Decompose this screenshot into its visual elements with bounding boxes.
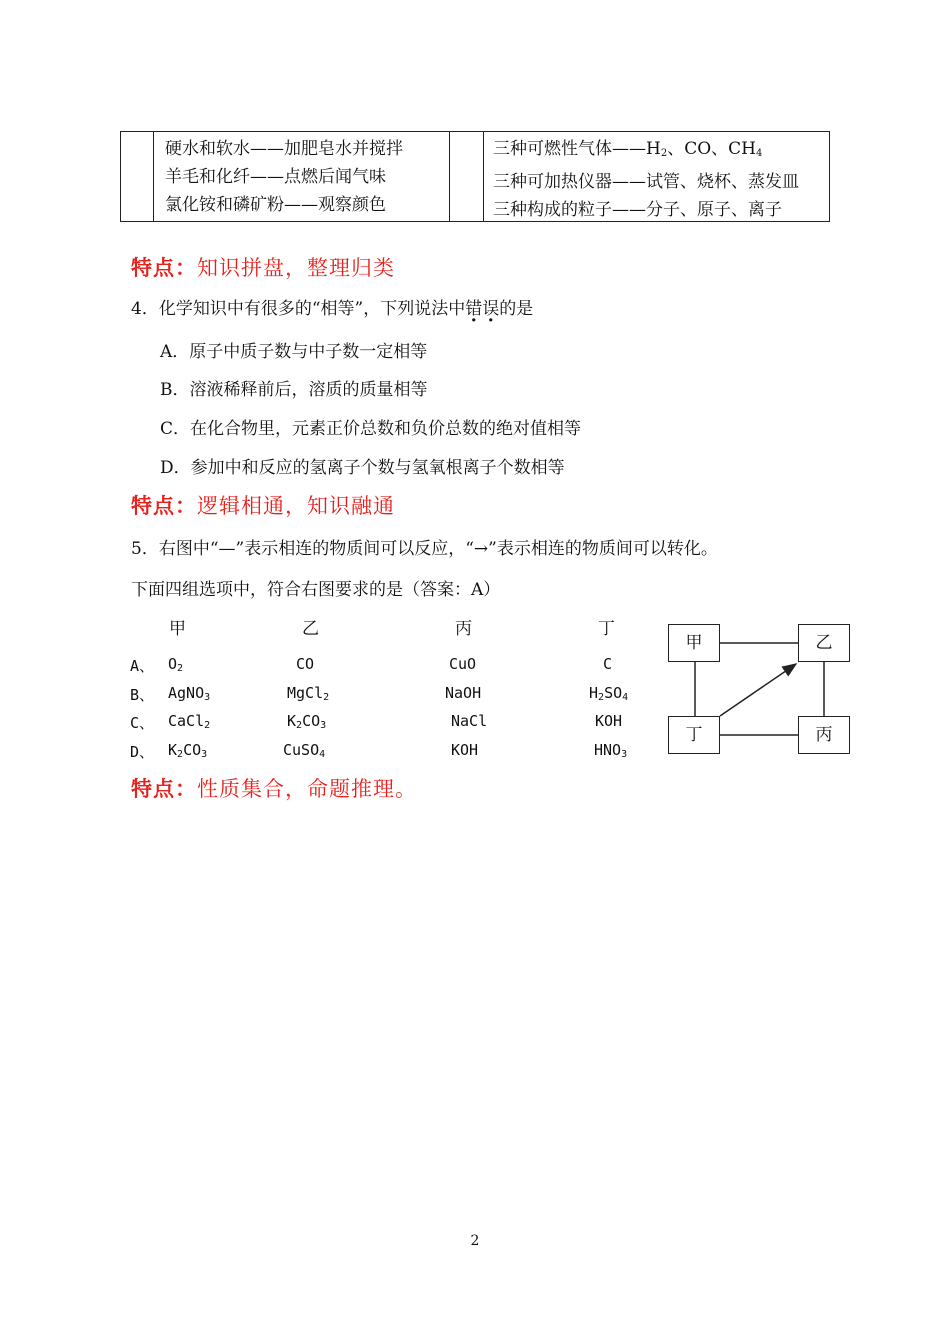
- table-divider: [153, 132, 154, 221]
- table-right-cell: [493, 135, 799, 224]
- question-4-stem: 4．化学知识中有很多的“相等”，下列说法中错误的是: [131, 299, 534, 319]
- table-left-line: 氯化铵和磷矿粉——观察颜色: [165, 195, 386, 215]
- header-jia: 甲: [169, 619, 186, 639]
- node-ding: 丁: [668, 716, 720, 754]
- header-bing: 丙: [455, 619, 472, 639]
- comparison-table: [120, 131, 830, 222]
- table-right-line: 三种可燃性气体$——H_2$、CO、$CH_4$: [493, 139, 763, 159]
- emphasis-char: 误: [482, 299, 500, 319]
- option-b: B．溶液稀释前后，溶质的质量相等: [160, 380, 428, 400]
- option-a: A．原子中质子数与中子数一定相等: [160, 342, 428, 362]
- node-jia: 甲: [668, 624, 720, 662]
- table-divider: [483, 132, 484, 221]
- question-5-line1: 5．右图中“—”表示相连的物质间可以反应，“→”表示相连的物质间可以转化。: [131, 539, 718, 559]
- relation-diagram: [668, 624, 852, 754]
- header-ding: 丁: [598, 619, 615, 639]
- feature-heading: 特点：知识拼盘，整理归类: [131, 255, 395, 280]
- table-right-line: 三种可加热仪器——试管、烧杯、蒸发皿: [493, 172, 799, 192]
- feature-heading: 特点：性质集合，命题推理。: [131, 776, 417, 801]
- emphasis-char: 错: [465, 299, 483, 319]
- header-yi: 乙: [302, 619, 319, 639]
- table-divider: [449, 132, 450, 221]
- table-left-line: 羊毛和化纤——点燃后闻气味: [165, 167, 386, 187]
- question-5-line2: 下面四组选项中，符合右图要求的是（答案：A）: [131, 580, 501, 600]
- table-left-cell: [165, 135, 403, 219]
- table-left-line: 硬水和软水——加肥皂水并搅拌: [165, 139, 403, 159]
- arrow-ding-yi: [720, 664, 796, 716]
- page-number: 2: [470, 1233, 480, 1249]
- table-right-line: 三种构成的粒子——分子、原子、离子: [493, 200, 782, 220]
- node-bing: 丙: [798, 716, 850, 754]
- node-yi: 乙: [798, 624, 850, 662]
- option-d: D．参加中和反应的氢离子个数与氢氧根离子个数相等: [160, 458, 565, 478]
- feature-heading: 特点：逻辑相通，知识融通: [131, 493, 395, 518]
- option-c: C．在化合物里，元素正价总数和负价总数的绝对值相等: [160, 419, 582, 439]
